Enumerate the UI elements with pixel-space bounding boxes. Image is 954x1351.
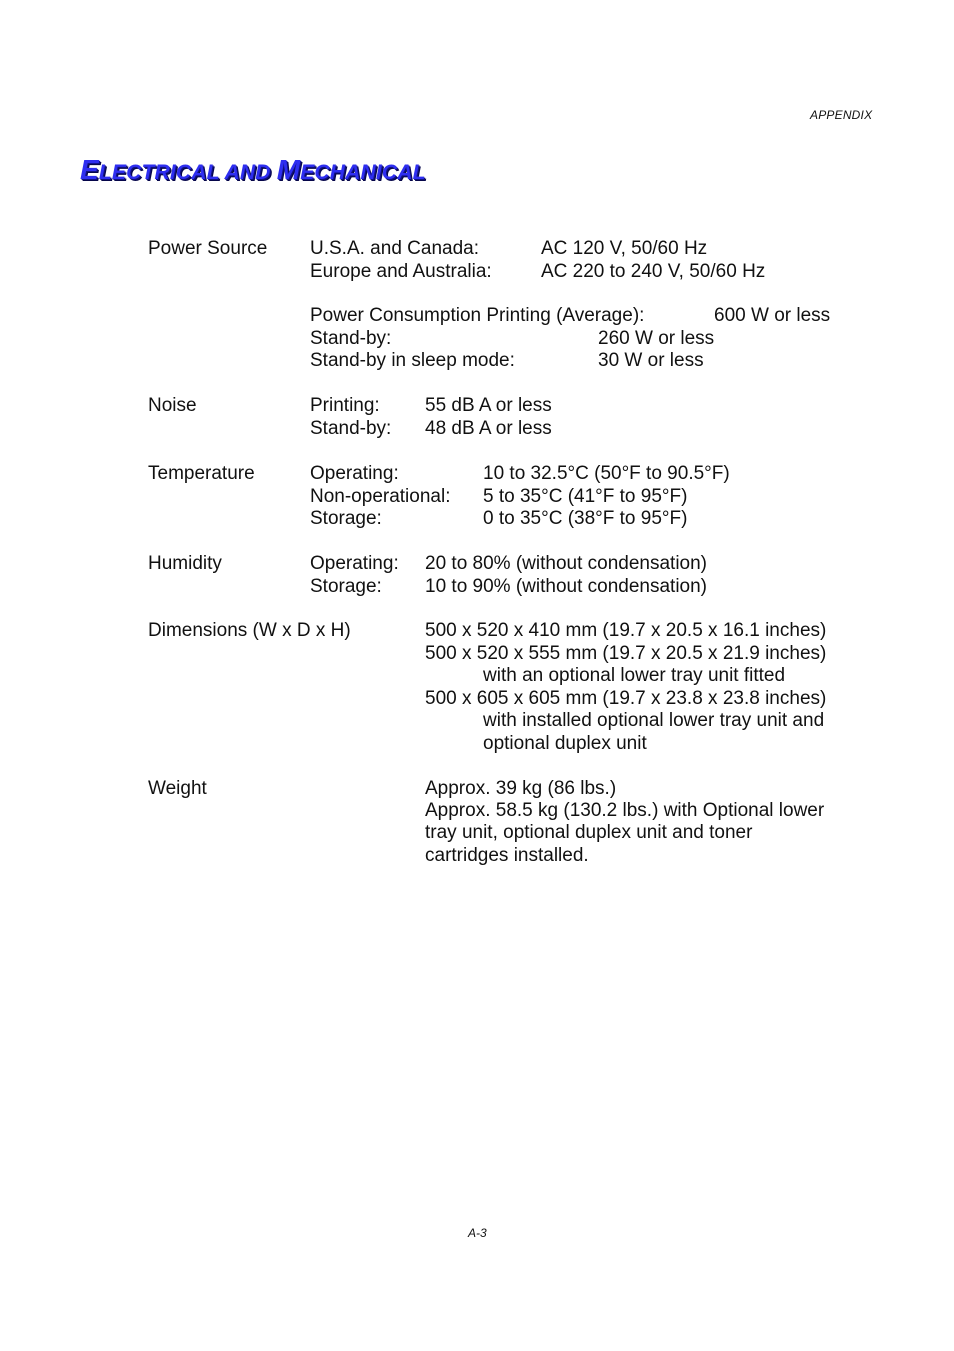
dimensions-label: Dimensions (W x D x H)	[148, 620, 351, 641]
page-title	[80, 154, 426, 186]
title-rest-2: ECHANICAL	[300, 161, 426, 184]
temp-storage-value: 0 to 35°C (38°F to 95°F)	[483, 508, 688, 529]
sleep-label: Stand-by in sleep mode:	[310, 350, 515, 371]
temp-nonop-label: Non-operational:	[310, 486, 451, 507]
consumption-label: Power Consumption Printing (Average):	[310, 305, 645, 326]
page-number: A-3	[468, 1226, 487, 1240]
sleep-value: 30 W or less	[598, 350, 704, 371]
running-header: APPENDIX	[810, 108, 873, 122]
humidity-label: Humidity	[148, 553, 222, 574]
consumption-value: 600 W or less	[714, 305, 831, 326]
noise-printing-value: 55 dB A or less	[425, 395, 552, 416]
dimensions-line-3-note-2: optional duplex unit	[483, 733, 647, 754]
dimensions-line-3-note-1: with installed optional lower tray unit and	[483, 710, 825, 731]
power-standby-label: Stand-by:	[310, 328, 392, 349]
temp-nonop-value: 5 to 35°C (41°F to 95°F)	[483, 486, 688, 507]
weight-label: Weight	[148, 778, 207, 799]
dimensions-line-3: 500 x 605 x 605 mm (19.7 x 23.8 x 23.8 inches)	[425, 688, 827, 709]
humidity-storage-label: Storage:	[310, 576, 382, 597]
humidity-storage-value: 10 to 90% (without condensation)	[425, 576, 708, 597]
noise-standby-label: Stand-by:	[310, 418, 392, 439]
weight-line-2: Approx. 58.5 kg (130.2 lbs.) with Optional lower	[425, 800, 825, 821]
power-source-label: Power Source	[148, 238, 268, 259]
weight-line-3: tray unit, optional duplex unit and toner	[425, 822, 753, 843]
temp-operating-value: 10 to 32.5°C (50°F to 90.5°F)	[483, 463, 730, 484]
weight-line-4: cartridges installed.	[425, 845, 589, 866]
usa-label: U.S.A. and Canada:	[310, 238, 479, 259]
power-standby-value: 260 W or less	[598, 328, 715, 349]
dimensions-line-1: 500 x 520 x 410 mm (19.7 x 20.5 x 16.1 inches)	[425, 620, 827, 641]
weight-line-1: Approx. 39 kg (86 lbs.)	[425, 778, 617, 799]
noise-printing-label: Printing:	[310, 395, 380, 416]
dimensions-line-2-note: with an optional lower tray unit fitted	[483, 665, 786, 686]
dimensions-line-2: 500 x 520 x 555 mm (19.7 x 20.5 x 21.9 inches)	[425, 643, 827, 664]
europe-label: Europe and Australia:	[310, 261, 492, 282]
title-initial-1: E	[80, 154, 99, 185]
humidity-operating-value: 20 to 80% (without condensation)	[425, 553, 708, 574]
humidity-operating-label: Operating:	[310, 553, 399, 574]
temp-operating-label: Operating:	[310, 463, 399, 484]
noise-standby-value: 48 dB A or less	[425, 418, 552, 439]
usa-value: AC 120 V, 50/60 Hz	[541, 238, 708, 259]
title-rest-1: LECTRICAL AND	[98, 161, 277, 184]
title-initial-2: M	[276, 154, 301, 185]
noise-label: Noise	[148, 395, 197, 416]
temperature-label: Temperature	[148, 463, 255, 484]
temp-storage-label: Storage:	[310, 508, 382, 529]
europe-value: AC 220 to 240 V, 50/60 Hz	[541, 261, 766, 282]
